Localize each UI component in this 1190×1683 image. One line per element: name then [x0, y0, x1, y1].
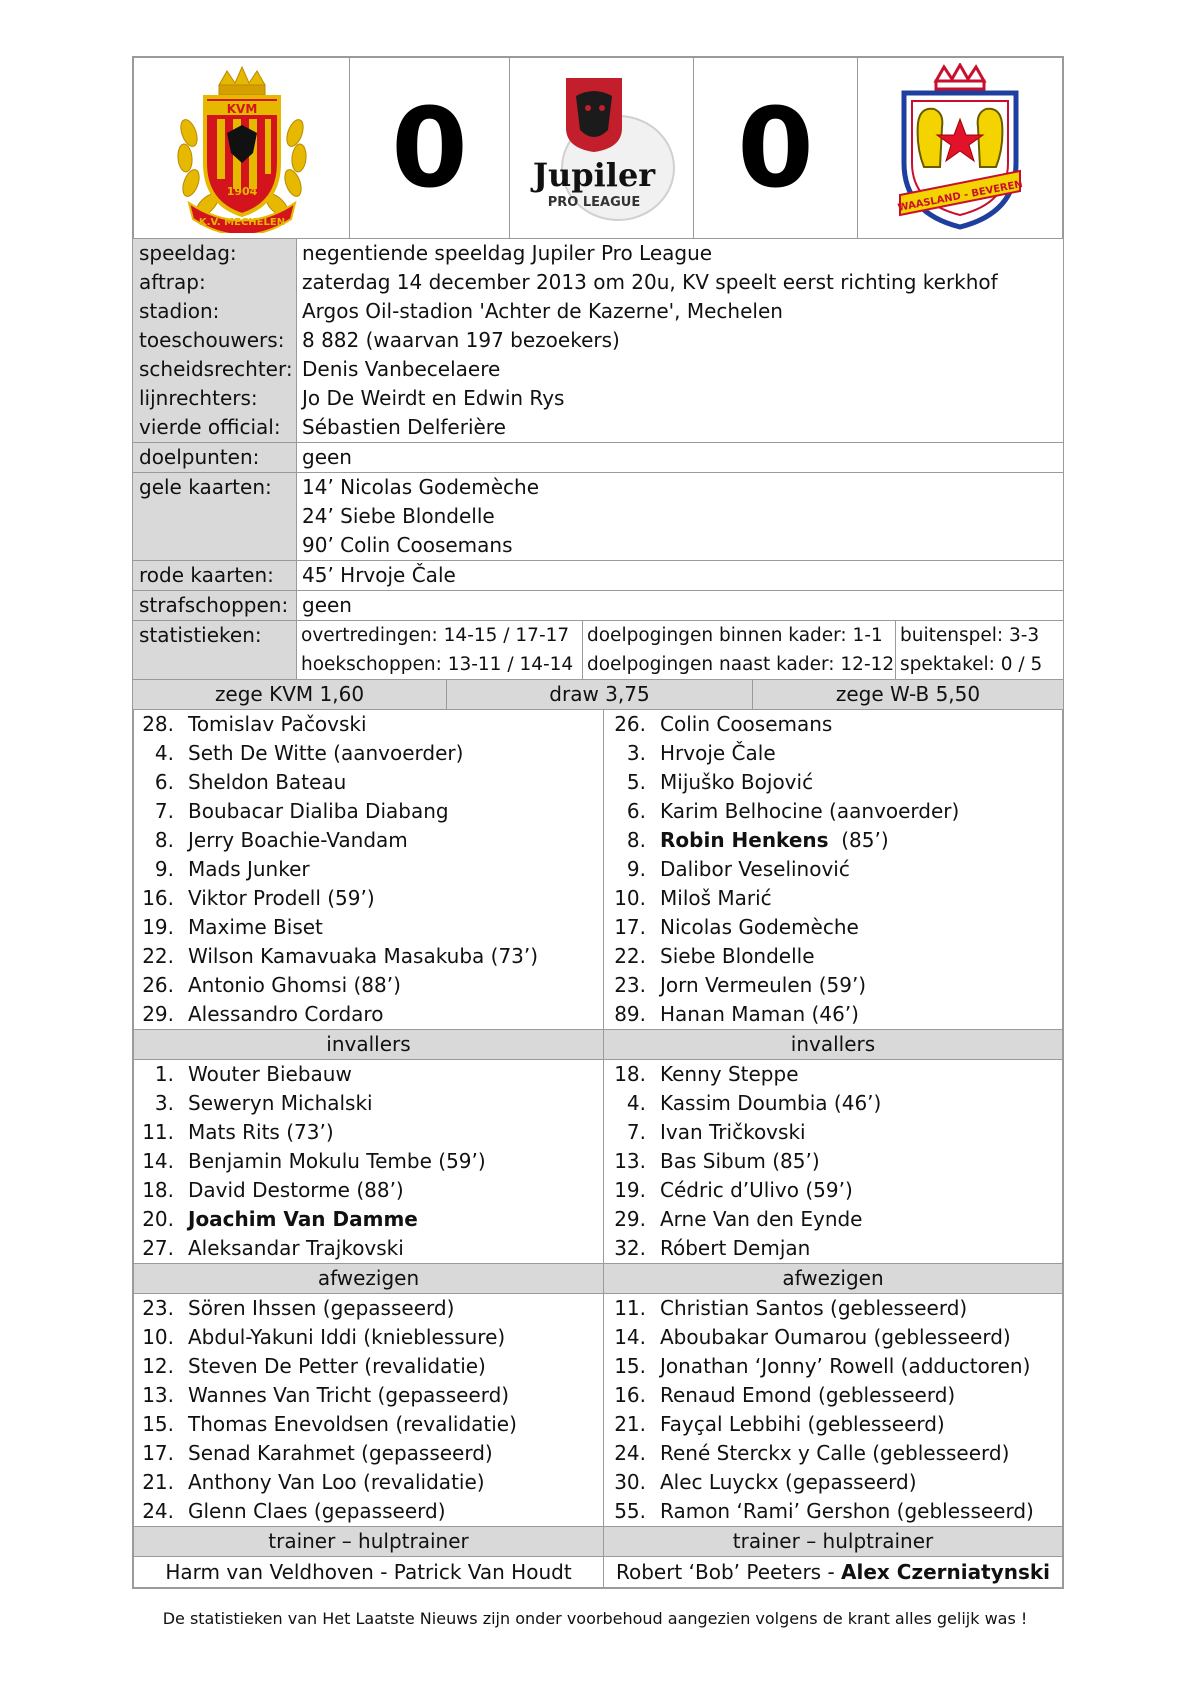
- home-absent-title: afwezigen: [134, 1264, 604, 1293]
- player-name: Jerry Boachie-Vandam: [188, 828, 408, 852]
- value-speeldag: negentiende speeldag Jupiler Pro League: [302, 241, 713, 265]
- trainer-row: [134, 1557, 1062, 1589]
- player-row: [604, 768, 1062, 797]
- value-stadion: Argos Oil-stadion 'Achter de Kazerne', Mechelen: [302, 299, 783, 323]
- player-row: [604, 1147, 1062, 1176]
- player-name: Abdul-Yakuni Iddi (knieblessure): [188, 1325, 506, 1349]
- player-row: [604, 1352, 1062, 1381]
- player-name: Ramon ‘Rami’ Gershon (geblesseerd): [660, 1499, 1034, 1523]
- player-row: [604, 1089, 1062, 1118]
- lineups: [132, 710, 1064, 1589]
- player-number: 89.: [614, 1002, 646, 1026]
- label-strafschoppen: strafschoppen:: [139, 593, 289, 617]
- player-number: 10.: [614, 886, 646, 910]
- player-name: Mats Rits (73’): [188, 1120, 334, 1144]
- player-row: [134, 1000, 603, 1029]
- home-subs-title: invallers: [134, 1030, 604, 1059]
- home-score-cell: [350, 58, 510, 238]
- player-row: [134, 1497, 603, 1526]
- player-row: [604, 855, 1062, 884]
- away-score: 0: [737, 84, 814, 212]
- player-row: [604, 1439, 1062, 1468]
- away-absent: [604, 1294, 1062, 1526]
- player-number: 1.: [154, 1062, 174, 1086]
- info-doelpunten: [133, 442, 1063, 472]
- home-absent: [134, 1294, 604, 1526]
- player-number: 26.: [142, 973, 174, 997]
- starters-section: [134, 710, 1062, 1029]
- away-subs: [604, 1060, 1062, 1263]
- player-name: Dalibor Veselinović: [660, 857, 850, 881]
- subs-section: [134, 1060, 1062, 1263]
- player-row: [134, 942, 603, 971]
- player-name: Wannes Van Tricht (gepasseerd): [188, 1383, 510, 1407]
- value-strafschoppen: geen: [302, 593, 352, 617]
- player-name: Benjamin Mokulu Tembe (59’): [188, 1149, 486, 1173]
- player-row: [134, 826, 603, 855]
- player-row: [604, 1381, 1062, 1410]
- home-starters: [134, 710, 604, 1029]
- player-number: 9.: [626, 857, 646, 881]
- away-absent-title: afwezigen: [782, 1266, 884, 1290]
- player-row: [134, 1205, 603, 1234]
- player-name: Wilson Kamavuaka Masakuba (73’): [188, 944, 539, 968]
- home-logo-banner: K.V. MECHELEN: [198, 217, 285, 228]
- player-name: Jonathan ‘Jonny’ Rowell (adductoren): [660, 1354, 1031, 1378]
- stat-naast-kader: doelpogingen naast kader: 12-12: [587, 654, 895, 675]
- player-number: 30.: [614, 1470, 646, 1494]
- match-info: [132, 239, 1064, 679]
- player-row: [604, 1497, 1062, 1526]
- player-sub-minute: (85’): [828, 828, 889, 852]
- info-statistieken: [133, 620, 1063, 679]
- player-row: [604, 1205, 1062, 1234]
- value-scheidsrechter: Denis Vanbecelaere: [302, 357, 501, 381]
- player-name: Glenn Claes (gepasseerd): [188, 1499, 446, 1523]
- player-number: 13.: [142, 1383, 174, 1407]
- player-row: [604, 1323, 1062, 1352]
- player-row: [134, 1468, 603, 1497]
- player-number: 18.: [142, 1178, 174, 1202]
- player-number: 6.: [626, 799, 646, 823]
- player-name: Thomas Enevoldsen (revalidatie): [188, 1412, 517, 1436]
- player-name: Viktor Prodell (59’): [188, 886, 375, 910]
- player-name: Miloš Marić: [660, 886, 772, 910]
- player-name: Senad Karahmet (gepasseerd): [188, 1441, 493, 1465]
- player-name: Maxime Biset: [188, 915, 323, 939]
- stat-overtredingen: overtredingen: 14-15 / 17-17: [301, 625, 570, 646]
- info-strafschoppen: [133, 590, 1063, 620]
- player-number: 19.: [142, 915, 174, 939]
- label-statistieken: statistieken:: [139, 623, 262, 647]
- player-row: [134, 1176, 603, 1205]
- player-name: Ivan Tričkovski: [660, 1120, 806, 1144]
- player-name: Joachim Van Damme: [188, 1207, 418, 1231]
- player-number: 29.: [614, 1207, 646, 1231]
- stat-hoekschoppen: hoekschoppen: 13-11 / 14-14: [301, 654, 574, 675]
- player-number: 18.: [614, 1062, 646, 1086]
- player-number: 7.: [154, 799, 174, 823]
- player-name: Siebe Blondelle: [660, 944, 815, 968]
- home-score: 0: [391, 84, 468, 212]
- player-row: [134, 1381, 603, 1410]
- jupiler-pro-league-logo: [522, 68, 682, 228]
- player-name: Arne Van den Eynde: [660, 1207, 863, 1231]
- player-name: Steven De Petter (revalidatie): [188, 1354, 486, 1378]
- player-number: 14.: [142, 1149, 174, 1173]
- odds-draw: draw 3,75: [447, 680, 753, 709]
- player-number: 14.: [614, 1325, 646, 1349]
- label-rode-kaarten: rode kaarten:: [139, 563, 274, 587]
- player-number: 12.: [142, 1354, 174, 1378]
- player-row: [604, 942, 1062, 971]
- player-row: [134, 739, 603, 768]
- player-number: 20.: [142, 1207, 174, 1231]
- player-name: Mads Junker: [188, 857, 310, 881]
- away-trainer-title: trainer – hulptrainer: [732, 1529, 934, 1553]
- player-row: [604, 1234, 1062, 1263]
- player-name: Karim Belhocine (aanvoerder): [660, 799, 960, 823]
- player-name: Colin Coosemans: [660, 712, 833, 736]
- stats-columns: [297, 621, 1063, 679]
- player-name: Róbert Demjan: [660, 1236, 811, 1260]
- player-number: 16.: [142, 886, 174, 910]
- player-number: 15.: [142, 1412, 174, 1436]
- away-trainer-bold: Alex Czerniatynski: [841, 1560, 1051, 1584]
- home-logo-cell: [134, 58, 350, 238]
- player-number: 5.: [626, 770, 646, 794]
- player-name: Tomislav Pačovski: [188, 712, 367, 736]
- player-name: Aboubakar Oumarou (geblesseerd): [660, 1325, 1011, 1349]
- player-number: 4.: [626, 1091, 646, 1115]
- subs-header: [134, 1029, 1062, 1060]
- player-row: [134, 1410, 603, 1439]
- player-number: 17.: [142, 1441, 174, 1465]
- player-number: 24.: [614, 1441, 646, 1465]
- player-row: [134, 855, 603, 884]
- player-name: Hrvoje Čale: [660, 741, 776, 765]
- player-row: [134, 1323, 603, 1352]
- player-name: René Sterckx y Calle (geblesseerd): [660, 1441, 1010, 1465]
- player-row: [604, 739, 1062, 768]
- player-row: [134, 913, 603, 942]
- yellow-card-2: 24’ Siebe Blondelle: [302, 504, 495, 528]
- info-rode-kaarten: [133, 560, 1063, 590]
- home-logo-kvm: KVM: [226, 102, 257, 116]
- value-lijnrechters: Jo De Weirdt en Edwin Rys: [302, 386, 565, 410]
- player-name: Renaud Emond (geblesseerd): [660, 1383, 956, 1407]
- player-row: [604, 710, 1062, 739]
- label-aftrap: aftrap:: [139, 270, 206, 294]
- trainer-header: [134, 1526, 1062, 1557]
- player-number: 26.: [614, 712, 646, 736]
- yellow-card-3: 90’ Colin Coosemans: [302, 533, 513, 557]
- home-logo-year: 1904: [226, 185, 257, 198]
- player-name: Alessandro Cordaro: [188, 1002, 384, 1026]
- player-name: Anthony Van Loo (revalidatie): [188, 1470, 485, 1494]
- player-row: [604, 884, 1062, 913]
- label-doelpunten: doelpunten:: [139, 445, 260, 469]
- player-name: Robin Henkens: [660, 828, 829, 852]
- player-number: 9.: [154, 857, 174, 881]
- player-number: 13.: [614, 1149, 646, 1173]
- stats-col-1: [297, 621, 583, 679]
- player-number: 8.: [626, 828, 646, 852]
- player-number: 21.: [142, 1470, 174, 1494]
- player-number: 6.: [154, 770, 174, 794]
- league-logo-sub: PRO LEAGUE: [547, 195, 640, 210]
- match-sheet: [132, 56, 1064, 1589]
- player-number: 24.: [142, 1499, 174, 1523]
- player-name: Jorn Vermeulen (59’): [660, 973, 867, 997]
- player-number: 10.: [142, 1325, 174, 1349]
- home-trainer-title: trainer – hulptrainer: [134, 1527, 604, 1556]
- player-row: [604, 1000, 1062, 1029]
- label-gele-kaarten: gele kaarten:: [139, 475, 272, 499]
- player-number: 3.: [626, 741, 646, 765]
- player-name: Kassim Doumbia (46’): [660, 1091, 882, 1115]
- player-row: [604, 1294, 1062, 1323]
- away-starters: [604, 710, 1062, 1029]
- player-number: 11.: [614, 1296, 646, 1320]
- label-vierde-official: vierde official:: [139, 415, 281, 439]
- info-block-main: [133, 239, 1063, 442]
- label-stadion: stadion:: [139, 299, 220, 323]
- player-name: Christian Santos (geblesseerd): [660, 1296, 968, 1320]
- player-name: Fayçal Lebbihi (geblesseerd): [660, 1412, 945, 1436]
- player-row: [604, 1176, 1062, 1205]
- kv-mechelen-logo: [167, 63, 317, 233]
- player-number: 29.: [142, 1002, 174, 1026]
- player-number: 28.: [142, 712, 174, 736]
- player-row: [134, 971, 603, 1000]
- player-number: 15.: [614, 1354, 646, 1378]
- player-number: 7.: [626, 1120, 646, 1144]
- player-number: 22.: [142, 944, 174, 968]
- value-doelpunten: geen: [302, 445, 352, 469]
- player-name: Mijuško Bojović: [660, 770, 814, 794]
- player-number: 27.: [142, 1236, 174, 1260]
- odds-home: zege KVM 1,60: [133, 680, 447, 709]
- away-trainer: [604, 1557, 1062, 1587]
- absent-header: [134, 1263, 1062, 1294]
- odds-away: zege W-B 5,50: [835, 682, 981, 706]
- player-row: [134, 1439, 603, 1468]
- player-number: 21.: [614, 1412, 646, 1436]
- player-row: [134, 768, 603, 797]
- player-name: Boubacar Dialiba Diabang: [188, 799, 449, 823]
- player-row: [134, 1234, 603, 1263]
- player-name: Antonio Ghomsi (88’): [188, 973, 401, 997]
- player-row: [604, 797, 1062, 826]
- player-name: Alec Luyckx (gepasseerd): [660, 1470, 917, 1494]
- value-aftrap: zaterdag 14 december 2013 om 20u, KV speelt eerst richting kerkhof: [302, 270, 998, 294]
- stats-col-2: [583, 621, 896, 679]
- player-row: [604, 1060, 1062, 1089]
- player-number: 32.: [614, 1236, 646, 1260]
- stat-buitenspel: buitenspel: 3-3: [900, 625, 1040, 646]
- player-number: 55.: [614, 1499, 646, 1523]
- player-name: Aleksandar Trajkovski: [188, 1236, 404, 1260]
- away-logo-cell: [858, 58, 1062, 238]
- away-logo-banner: WAASLAND - BEVEREN: [896, 178, 1024, 214]
- player-name: Seth De Witte (aanvoerder): [188, 741, 464, 765]
- label-speeldag: speeldag:: [139, 241, 237, 265]
- player-name: Bas Sibum (85’): [660, 1149, 820, 1173]
- stats-col-3: [896, 621, 1063, 679]
- player-row: [604, 826, 1062, 855]
- player-row: [134, 1089, 603, 1118]
- info-gele-kaarten: [133, 472, 1063, 560]
- player-number: 17.: [614, 915, 646, 939]
- player-name: Cédric d’Ulivo (59’): [660, 1178, 853, 1202]
- player-row: [134, 1352, 603, 1381]
- player-number: 23.: [142, 1296, 174, 1320]
- stat-binnen-kader: doelpogingen binnen kader: 1-1: [587, 625, 883, 646]
- player-name: David Destorme (88’): [188, 1178, 404, 1202]
- player-number: 3.: [154, 1091, 174, 1115]
- player-number: 4.: [154, 741, 174, 765]
- away-subs-title: invallers: [790, 1032, 876, 1056]
- player-row: [604, 1410, 1062, 1439]
- player-number: 11.: [142, 1120, 174, 1144]
- label-lijnrechters: lijnrechters:: [139, 386, 258, 410]
- player-number: 16.: [614, 1383, 646, 1407]
- player-row: [134, 1294, 603, 1323]
- value-vierde-official: Sébastien Delferière: [302, 415, 506, 439]
- player-row: [134, 1060, 603, 1089]
- label-scheidsrechter: scheidsrechter:: [139, 357, 293, 381]
- player-number: 22.: [614, 944, 646, 968]
- value-toeschouwers: 8 882 (waarvan 197 bezoekers): [302, 328, 620, 352]
- yellow-card-1: 14’ Nicolas Godemèche: [302, 475, 540, 499]
- absent-section: [134, 1294, 1062, 1526]
- player-number: 23.: [614, 973, 646, 997]
- info-labels: [133, 239, 297, 442]
- player-row: [134, 884, 603, 913]
- player-row: [134, 797, 603, 826]
- player-row: [134, 1118, 603, 1147]
- info-values: [297, 239, 1063, 442]
- value-rode-kaarten: 45’ Hrvoje Čale: [302, 563, 456, 587]
- home-subs: [134, 1060, 604, 1263]
- player-row: [604, 1118, 1062, 1147]
- home-trainer: Harm van Veldhoven - Patrick Van Houdt: [134, 1557, 604, 1587]
- player-name: Nicolas Godemèche: [660, 915, 859, 939]
- player-row: [604, 971, 1062, 1000]
- player-row: [604, 1468, 1062, 1497]
- player-row: [134, 710, 603, 739]
- footer-note: De statistieken van Het Laatste Nieuws zijn onder voorbehoud aangezien volgens de krant alles gelijk was !: [162, 1609, 1028, 1628]
- league-logo-main: Jupiler: [532, 156, 655, 194]
- player-name: Wouter Biebauw: [188, 1062, 352, 1086]
- league-logo-cell: [510, 58, 694, 238]
- waasland-beveren-logo: [890, 63, 1030, 233]
- stat-spektakel: spektakel: 0 / 5: [900, 654, 1043, 675]
- player-name: Hanan Maman (46’): [660, 1002, 859, 1026]
- away-trainer-plain: Robert ‘Bob’ Peeters -: [615, 1560, 842, 1584]
- label-toeschouwers: toeschouwers:: [139, 328, 285, 352]
- player-name: Sören Ihssen (gepasseerd): [188, 1296, 455, 1320]
- player-number: 8.: [154, 828, 174, 852]
- player-name: Sheldon Bateau: [188, 770, 347, 794]
- player-row: [134, 1147, 603, 1176]
- player-number: 19.: [614, 1178, 646, 1202]
- odds-row: [132, 679, 1064, 710]
- player-row: [604, 913, 1062, 942]
- away-score-cell: [694, 58, 858, 238]
- player-name: Seweryn Michalski: [188, 1091, 373, 1115]
- player-name: Kenny Steppe: [660, 1062, 799, 1086]
- match-header: [132, 56, 1064, 239]
